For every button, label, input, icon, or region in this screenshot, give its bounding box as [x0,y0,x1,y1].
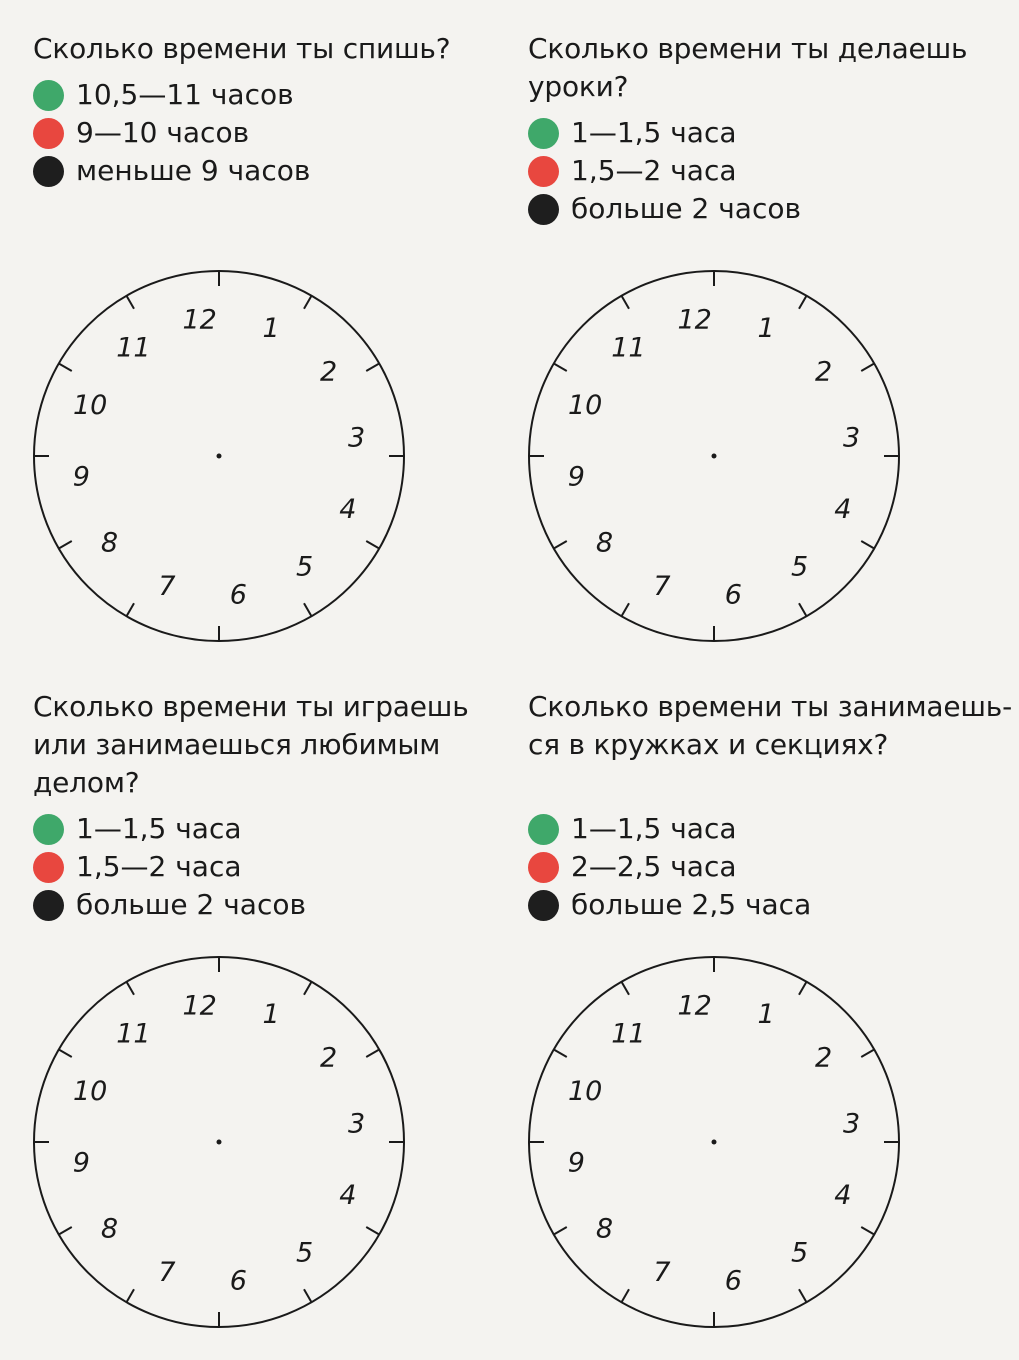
hour-number: 1 [757,313,775,345]
center-dot [712,1140,717,1145]
legend-list [528,810,1019,924]
hour-tick [304,1289,312,1302]
hour-tick [622,296,630,309]
legend-item: 1—1,5 часа [528,114,1019,152]
hour-tick [554,1050,567,1058]
hour-number: 11 [611,332,646,364]
hour-number: 12 [182,990,217,1022]
hour-number: 7 [158,570,176,602]
hour-number: 8 [595,1213,614,1245]
hour-tick [304,296,312,309]
legend-list [33,810,533,924]
hour-number: 12 [677,990,712,1022]
hour-number: 8 [100,527,119,559]
hour-tick [861,541,874,549]
green-dot-icon [33,814,64,845]
hour-number: 10 [567,1075,603,1107]
hour-number: 12 [182,304,217,336]
question-title: Сколько времени ты занимаешь- ся в кружках и секциях? [528,690,1012,761]
hour-number: 6 [229,1265,247,1297]
hour-tick [622,982,630,995]
hour-number: 1 [262,313,280,345]
legend-item: больше 2 часов [528,190,1019,228]
hour-number: 2 [319,356,338,388]
hour-tick [127,296,135,309]
hour-tick [554,1227,567,1235]
hour-number: 10 [72,1075,108,1107]
hour-tick [127,603,135,616]
hour-number: 5 [790,1237,809,1269]
legend-item: 9—10 часов [33,114,533,152]
hour-number: 10 [567,389,603,421]
hour-tick [799,603,807,616]
hour-number: 2 [814,1042,833,1074]
hour-number: 9 [72,1147,90,1179]
hour-tick [799,1289,807,1302]
green-dot-icon [528,814,559,845]
hour-tick [799,982,807,995]
hour-number: 7 [158,1256,176,1288]
legend-item: больше 2 часов [33,886,533,924]
legend-list [528,114,1019,228]
legend-item: меньше 9 часов [33,152,533,190]
black-dot-icon [33,890,64,921]
hour-number: 4 [834,1180,852,1212]
hour-tick [861,364,874,372]
hour-number: 4 [339,1180,357,1212]
legend-item: 1,5—2 часа [528,152,1019,190]
clock-face[interactable] [528,270,908,650]
hour-number: 3 [843,422,861,454]
hour-number: 3 [348,1108,366,1140]
homework-question-block [528,30,1019,611]
black-dot-icon [528,194,559,225]
green-dot-icon [33,80,64,111]
hour-tick [304,982,312,995]
hour-tick [59,364,72,372]
red-dot-icon [33,118,64,149]
hour-number: 4 [339,494,357,526]
clock-svg[interactable] [528,270,908,650]
hour-number: 3 [348,422,366,454]
legend-item: 2—2,5 часа [528,848,1019,886]
hour-number: 4 [834,494,852,526]
hour-number: 9 [567,461,585,493]
hour-number: 10 [72,389,108,421]
clock-svg[interactable] [33,270,413,650]
center-dot [217,1140,222,1145]
hour-tick [366,1227,379,1235]
hour-tick [622,1289,630,1302]
hour-number: 8 [100,1213,119,1245]
legend-item: 10,5—11 часов [33,76,533,114]
hour-tick [861,1050,874,1058]
legend-item: больше 2,5 часа [528,886,1019,924]
hobby-question-block [33,688,533,1297]
hour-number: 11 [611,1018,646,1050]
hour-tick [366,364,379,372]
hour-number: 9 [567,1147,585,1179]
legend-item: 1—1,5 часа [528,810,1019,848]
hour-number: 8 [595,527,614,559]
hour-number: 7 [653,570,671,602]
hour-tick [861,1227,874,1235]
hour-number: 1 [262,999,280,1031]
legend-item: 1—1,5 часа [33,810,533,848]
hour-number: 11 [116,332,151,364]
question-title: Сколько времени ты играешь или занимаешься любимым делом? [33,690,469,799]
legend-item: 1,5—2 часа [33,848,533,886]
clock-face[interactable] [33,956,413,1336]
red-dot-icon [528,852,559,883]
hour-tick [799,296,807,309]
clubs-question-block [528,688,1019,1297]
green-dot-icon [528,118,559,149]
hour-number: 11 [116,1018,151,1050]
hour-number: 1 [757,999,775,1031]
clock-svg[interactable] [528,956,908,1336]
hour-number: 2 [814,356,833,388]
hour-tick [59,1227,72,1235]
hour-tick [554,541,567,549]
hour-tick [554,364,567,372]
hour-tick [59,541,72,549]
hour-number: 2 [319,1042,338,1074]
hour-tick [127,982,135,995]
hour-number: 5 [295,1237,314,1269]
hour-tick [127,1289,135,1302]
red-dot-icon [528,156,559,187]
question-title: Сколько времени ты делаешь уроки? [528,32,968,103]
hour-tick [622,603,630,616]
hour-tick [366,1050,379,1058]
hour-tick [59,1050,72,1058]
clock-face[interactable] [33,270,413,650]
legend-list [33,76,533,190]
black-dot-icon [528,890,559,921]
question-title: Сколько времени ты спишь? [33,32,451,65]
hour-number: 7 [653,1256,671,1288]
hour-number: 5 [790,551,809,583]
hour-number: 6 [229,579,247,611]
center-dot [217,454,222,459]
sleep-question-block [33,30,533,611]
hour-tick [304,603,312,616]
hour-number: 6 [724,579,742,611]
hour-number: 3 [843,1108,861,1140]
center-dot [712,454,717,459]
hour-number: 5 [295,551,314,583]
hour-number: 9 [72,461,90,493]
hour-number: 6 [724,1265,742,1297]
red-dot-icon [33,852,64,883]
clock-face[interactable] [528,956,908,1336]
black-dot-icon [33,156,64,187]
hour-number: 12 [677,304,712,336]
hour-tick [366,541,379,549]
clock-svg[interactable] [33,956,413,1336]
